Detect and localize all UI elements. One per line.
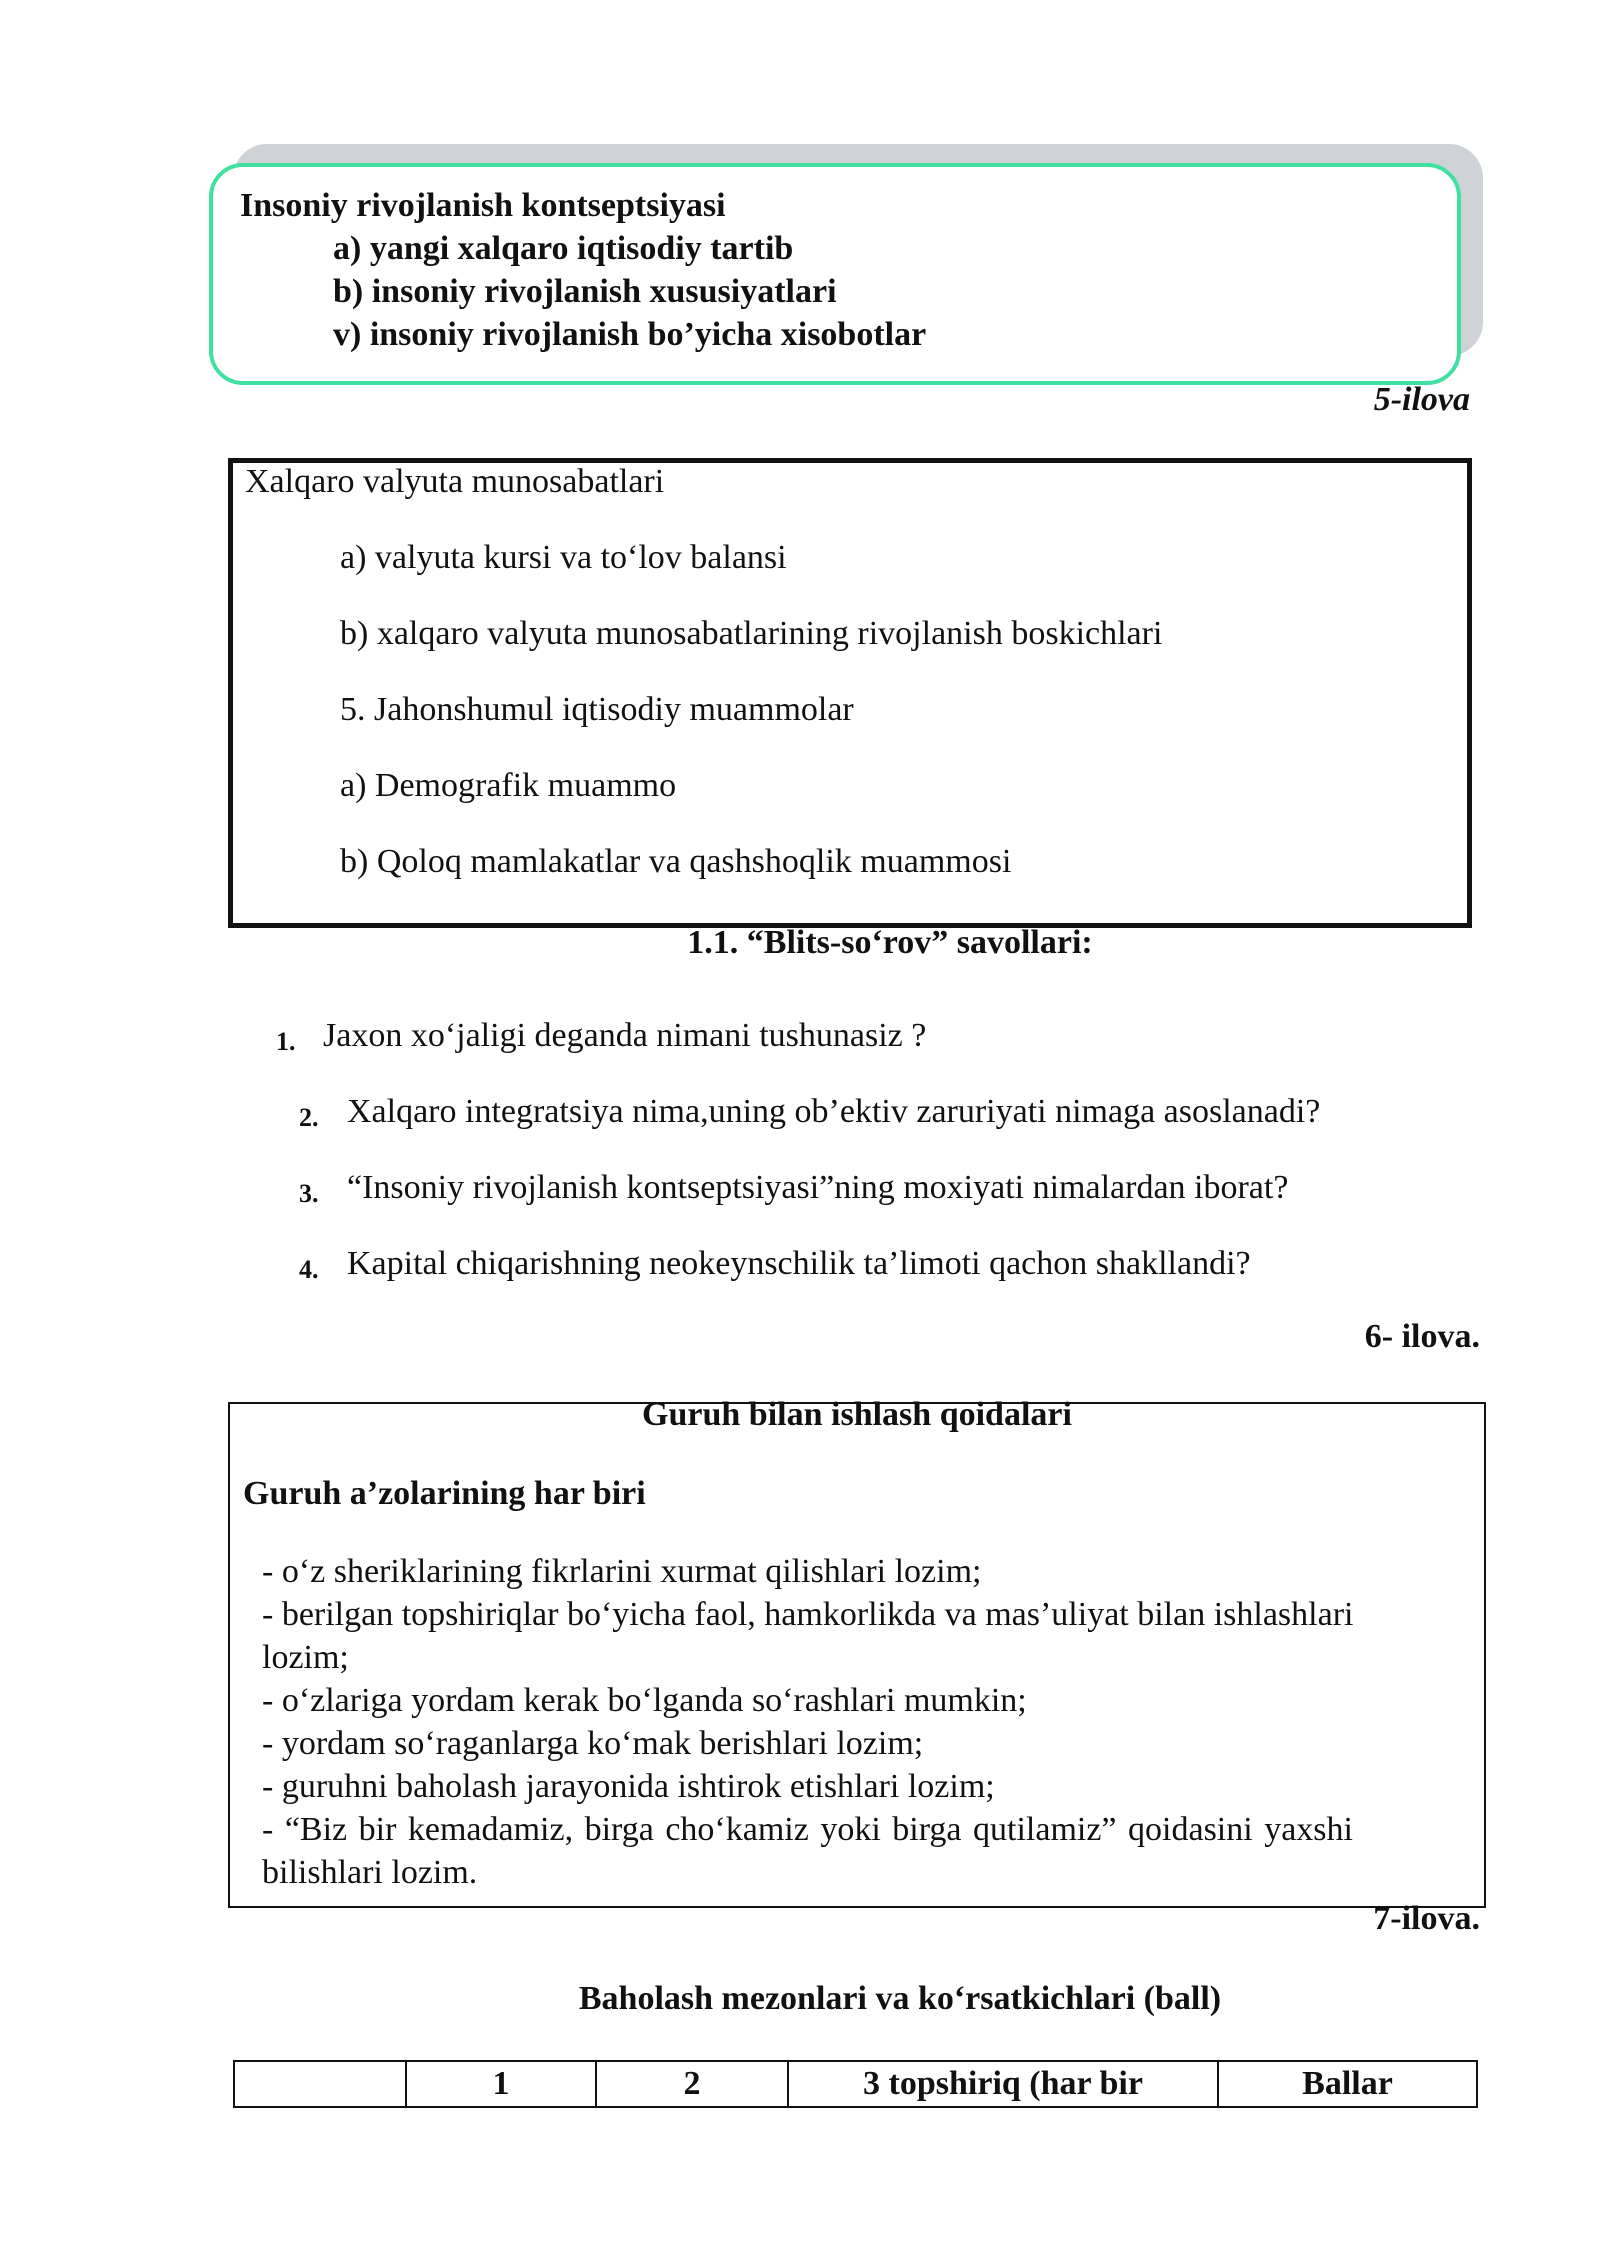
question-number: 3.	[299, 1179, 319, 1208]
rule-line: - yordam so‘raganlarga ko‘mak berishlari lozim;	[262, 1725, 924, 1762]
question-number: 2.	[299, 1103, 319, 1132]
appendix-6-label: 6- ilova.	[1364, 1318, 1480, 1355]
currency-item: a) Demografik muammo	[340, 767, 677, 804]
rule-line: - o‘z sheriklarining fikrlarini xurmat qilishlari lozim;	[262, 1553, 982, 1590]
rule-line: - o‘zlariga yordam kerak bo‘lganda so‘rashlari mumkin;	[262, 1682, 1027, 1719]
question-number: 4.	[299, 1255, 319, 1284]
evaluation-table	[233, 2060, 1478, 2108]
concept-title: Insoniy rivojlanish kontseptsiyasi	[240, 187, 726, 224]
currency-item: b) xalqaro valyuta munosabatlarining rivojlanish boskichlari	[340, 615, 1163, 652]
evaluation-title: Baholash mezonlari va ko‘rsatkichlari (ball)	[578, 1980, 1222, 2017]
rule-line: bilishlari lozim.	[262, 1854, 478, 1891]
concept-item-v: v) insoniy rivojlanish bo’yicha xisobotlar	[333, 316, 927, 353]
currency-item: b) Qoloq mamlakatlar va qashshoqlik muammosi	[340, 843, 1012, 880]
appendix-7-label: 7-ilova.	[1373, 1900, 1480, 1937]
currency-title: Xalqaro valyuta munosabatlari	[245, 463, 665, 500]
concept-item-a: a) yangi xalqaro iqtisodiy tartib	[333, 230, 794, 267]
table-header-cell	[234, 2061, 406, 2107]
question-text: Kapital chiqarishning neokeynschilik ta’limoti qachon shakllandi?	[347, 1245, 1251, 1282]
question-number: 1.	[276, 1027, 296, 1056]
rule-line: lozim;	[262, 1639, 349, 1676]
rule-line: - “Biz bir kemadamiz, birga cho‘kamiz yoki birga qutilamiz” qoidasini yaxshi	[262, 1811, 1353, 1848]
rule-line: - guruhni baholash jarayonida ishtirok etishlari lozim;	[262, 1768, 995, 1805]
question-text: “Insoniy rivojlanish kontseptsiyasi”ning moxiyati nimalardan iborat?	[347, 1169, 1289, 1206]
currency-item: 5. Jahonshumul iqtisodiy muammolar	[340, 691, 854, 728]
table-header-cell: 1	[406, 2061, 596, 2107]
table-header-row	[234, 2061, 1477, 2107]
rule-line: - berilgan topshiriqlar bo‘yicha faol, hamkorlikda va mas’uliyat bilan ishlashlari	[262, 1596, 1354, 1633]
table-header-cell: Ballar	[1218, 2061, 1477, 2107]
table-header-cell: 2	[596, 2061, 788, 2107]
appendix-5-label: 5-ilova	[1373, 381, 1470, 418]
group-rules-subtitle: Guruh a’zolarining har biri	[243, 1475, 646, 1512]
question-text: Xalqaro integratsiya nima,uning ob’ektiv zaruriyati nimaga asoslanadi?	[347, 1093, 1321, 1130]
question-text: Jaxon xo‘jaligi deganda nimani tushunasiz ?	[323, 1017, 927, 1054]
currency-item: a) valyuta kursi va to‘lov balansi	[340, 539, 787, 576]
group-rules-title: Guruh bilan ishlash qoidalari	[642, 1396, 1072, 1433]
table-header-cell: 3 topshiriq (har bir	[788, 2061, 1218, 2107]
blitz-heading: 1.1. “Blits-so‘rov” savollari:	[687, 924, 1093, 961]
concept-item-b: b) insoniy rivojlanish xususiyatlari	[333, 273, 837, 310]
